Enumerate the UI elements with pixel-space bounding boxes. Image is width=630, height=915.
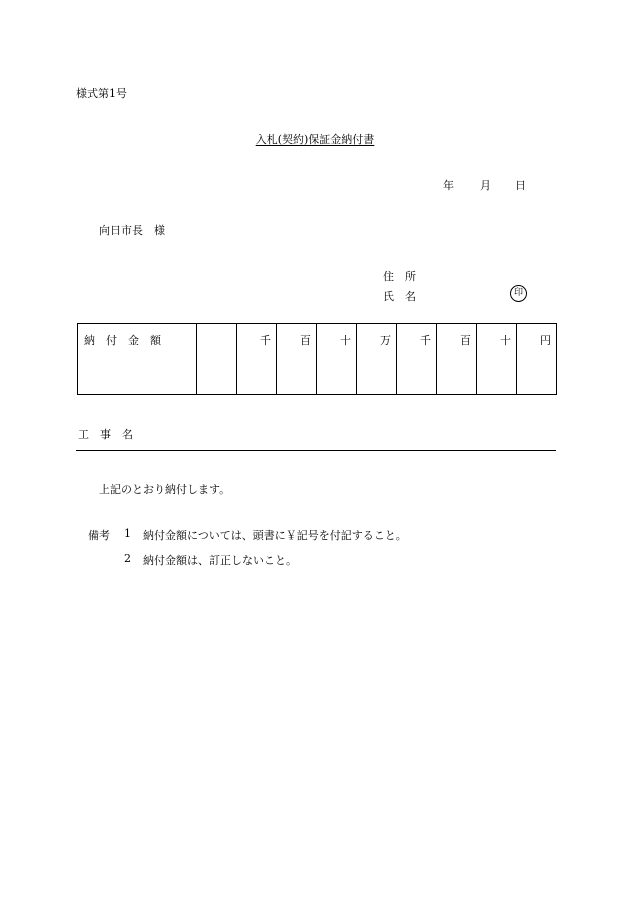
project-name-label: 工 事 名 [78,428,133,441]
amount-digit-cell[interactable]: 百 [437,324,477,395]
address-label: 住 所 [383,270,416,283]
amount-table [77,323,557,395]
remark-number: 2 [124,552,131,565]
amount-digit-cell[interactable]: 十 [477,324,517,395]
name-label: 氏 名 [383,290,416,303]
amount-digit-cell[interactable]: 千 [397,324,437,395]
amount-digit-cell[interactable]: 十 [317,324,357,395]
amount-digit-cell[interactable]: 百 [277,324,317,395]
amount-digit-cell[interactable]: 千 [237,324,277,395]
remark-number: 1 [124,527,131,540]
amount-digit-cell[interactable]: 万 [357,324,397,395]
seal-mark: 印 [510,285,527,302]
amount-row [78,324,557,395]
date-year-label: 年 [443,179,454,192]
addressee: 向日市長 様 [99,224,165,237]
statement-text: 上記のとおり納付します。 [99,483,231,496]
amount-blank-cell[interactable] [197,324,237,395]
date-day-label: 日 [515,179,526,192]
date-month-label: 月 [480,179,491,192]
amount-label: 納 付 金 額 [78,324,197,395]
project-name-line [76,450,556,451]
remarks-heading: 備考 [88,529,110,542]
form-number: 様式第1号 [76,87,127,100]
page-title-text: 入札(契約)保証金納付書 [255,133,375,146]
remark-text: 納付金額は、訂正しないこと。 [143,554,297,567]
page-title [0,131,630,147]
remark-text: 納付金額については、頭書に￥記号を付記すること。 [143,529,407,542]
amount-digit-cell[interactable]: 円 [517,324,557,395]
